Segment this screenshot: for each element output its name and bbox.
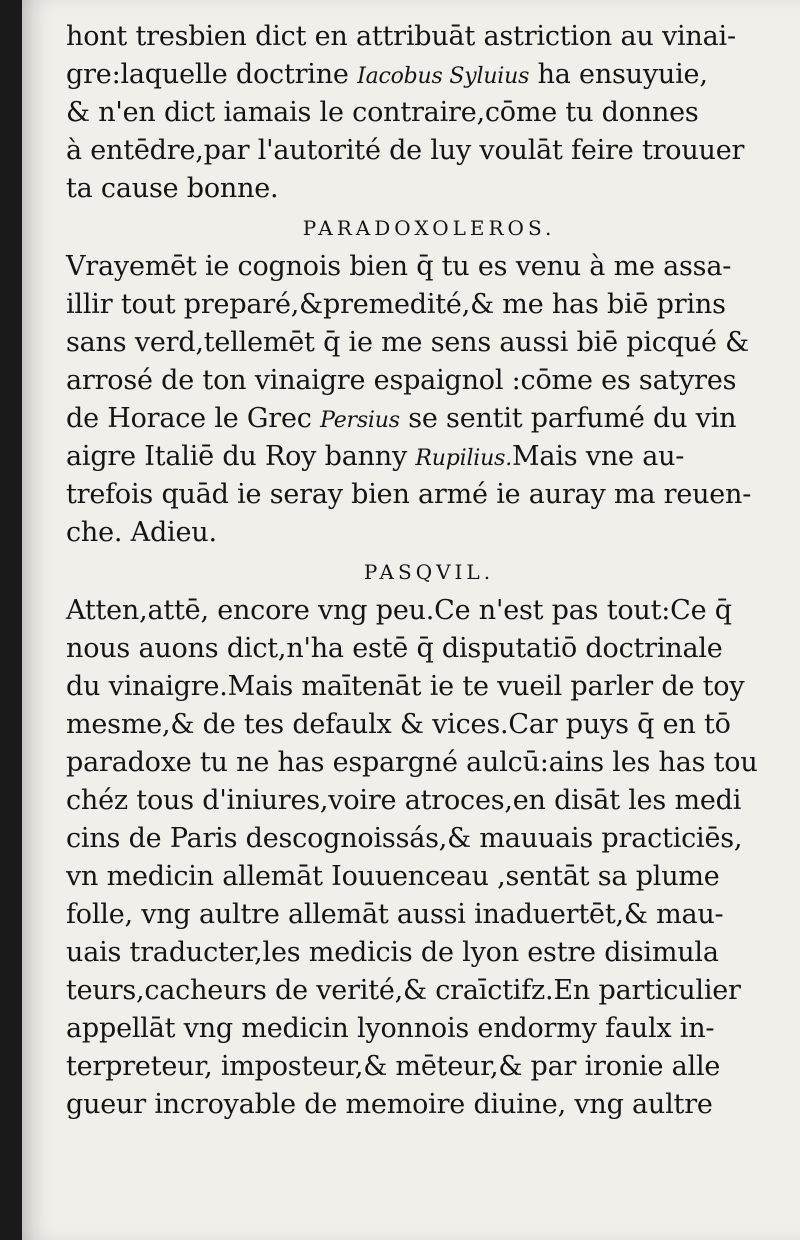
text-line [66,286,792,324]
text-segment: ta cause bonne. [66,173,279,204]
text-segment: arrosé de ton vinaigre espaignol :cōme es satyres [66,365,737,396]
text-line [66,896,792,934]
text-line [66,668,792,706]
text-segment: paradoxe tu ne has espargné aulcū:ains les has tou [66,747,758,778]
text-segment: appellāt vng medicin lyonnois endormy faulx in- [66,1013,715,1044]
text-segment: Vrayemēt ie cognois bien q̄ tu es venu à me assa- [66,251,732,282]
text-line [66,782,792,820]
text-segment: illir tout preparé,&premedité,& me has biē prins [66,289,726,320]
italic-name: Rupilius. [415,446,512,471]
text-segment: sans verd,tellemēt q̄ ie me sens aussi biē picqué & [66,327,749,358]
text-line [66,514,792,552]
section-heading [66,552,792,592]
text-line [66,744,792,782]
text-segment: uais traducter,les medicis de lyon estre disimula [66,937,719,968]
text-segment: che. Adieu. [66,517,217,548]
italic-name: Persius [320,408,400,433]
text-line [66,438,792,476]
text-line [66,400,792,438]
text-segment: aigre Italiē du Roy banny [66,441,416,472]
text-segment: gueur incroyable de memoire diuine, vng aultre [66,1089,713,1120]
text-segment: vn medicin allemāt Iouuenceau ,sentāt sa plume [66,861,720,892]
text-line [66,820,792,858]
text-segment: ha ensuyuie, [529,59,708,90]
text-line [66,476,792,514]
text-segment: PASQVIL. [363,560,495,584]
text-segment: Atten,attē, encore vng peu.Ce n'est pas tout:Ce q̄ [66,595,732,626]
text-line [66,858,792,896]
text-segment: nous auons dict,n'ha estē q̄ disputatiō doctrinale [66,633,723,664]
text-segment: hont tresbien dict en attribuāt astriction au vinai- [66,21,736,52]
text-line [66,706,792,744]
text-line [66,170,792,208]
text-segment: cins de Paris descognoissás,& mauuais practiciēs, [66,823,743,854]
page-text [66,18,792,1124]
text-line [66,94,792,132]
text-segment: folle, vng aultre allemāt aussi inaduertēt,& mau- [66,899,724,930]
text-segment: mesme,& de tes defaulx & vices.Car puys q̄ en tō [66,709,731,740]
text-segment: du vinaigre.Mais maītenāt ie te vueil parler de toy [66,671,745,702]
text-segment: terpreteur, imposteur,& mēteur,& par ironie alle [66,1051,721,1082]
text-segment: Mais vne au- [511,441,685,472]
italic-name: Iacobus Syluius [357,64,530,89]
text-segment: teurs,cacheurs de verité,& craīctifz.En particulier [66,975,741,1006]
text-segment: trefois quād ie seray bien armé ie auray ma reuen- [66,479,752,510]
text-line [66,132,792,170]
text-line [66,248,792,286]
text-line [66,1010,792,1048]
text-segment: de Horace le Grec [66,403,321,434]
text-segment: gre:laquelle doctrine [66,59,358,90]
text-line [66,362,792,400]
text-line [66,630,792,668]
book-page [22,0,800,1240]
text-line [66,592,792,630]
text-line [66,972,792,1010]
text-segment: & n'en dict iamais le contraire,cōme tu donnes [66,97,699,128]
text-line [66,1048,792,1086]
text-line [66,18,792,56]
text-segment: chéz tous d'iniures,voire atroces,en disāt les medi [66,785,742,816]
text-line [66,56,792,94]
text-segment: à entēdre,par l'autorité de luy voulāt feire trouuer [66,135,745,166]
text-line [66,324,792,362]
text-segment: se sentit parfumé du vin [399,403,737,434]
text-segment: PARADOXOLEROS. [302,216,556,240]
text-line [66,1086,792,1124]
text-line [66,934,792,972]
section-heading [66,208,792,248]
